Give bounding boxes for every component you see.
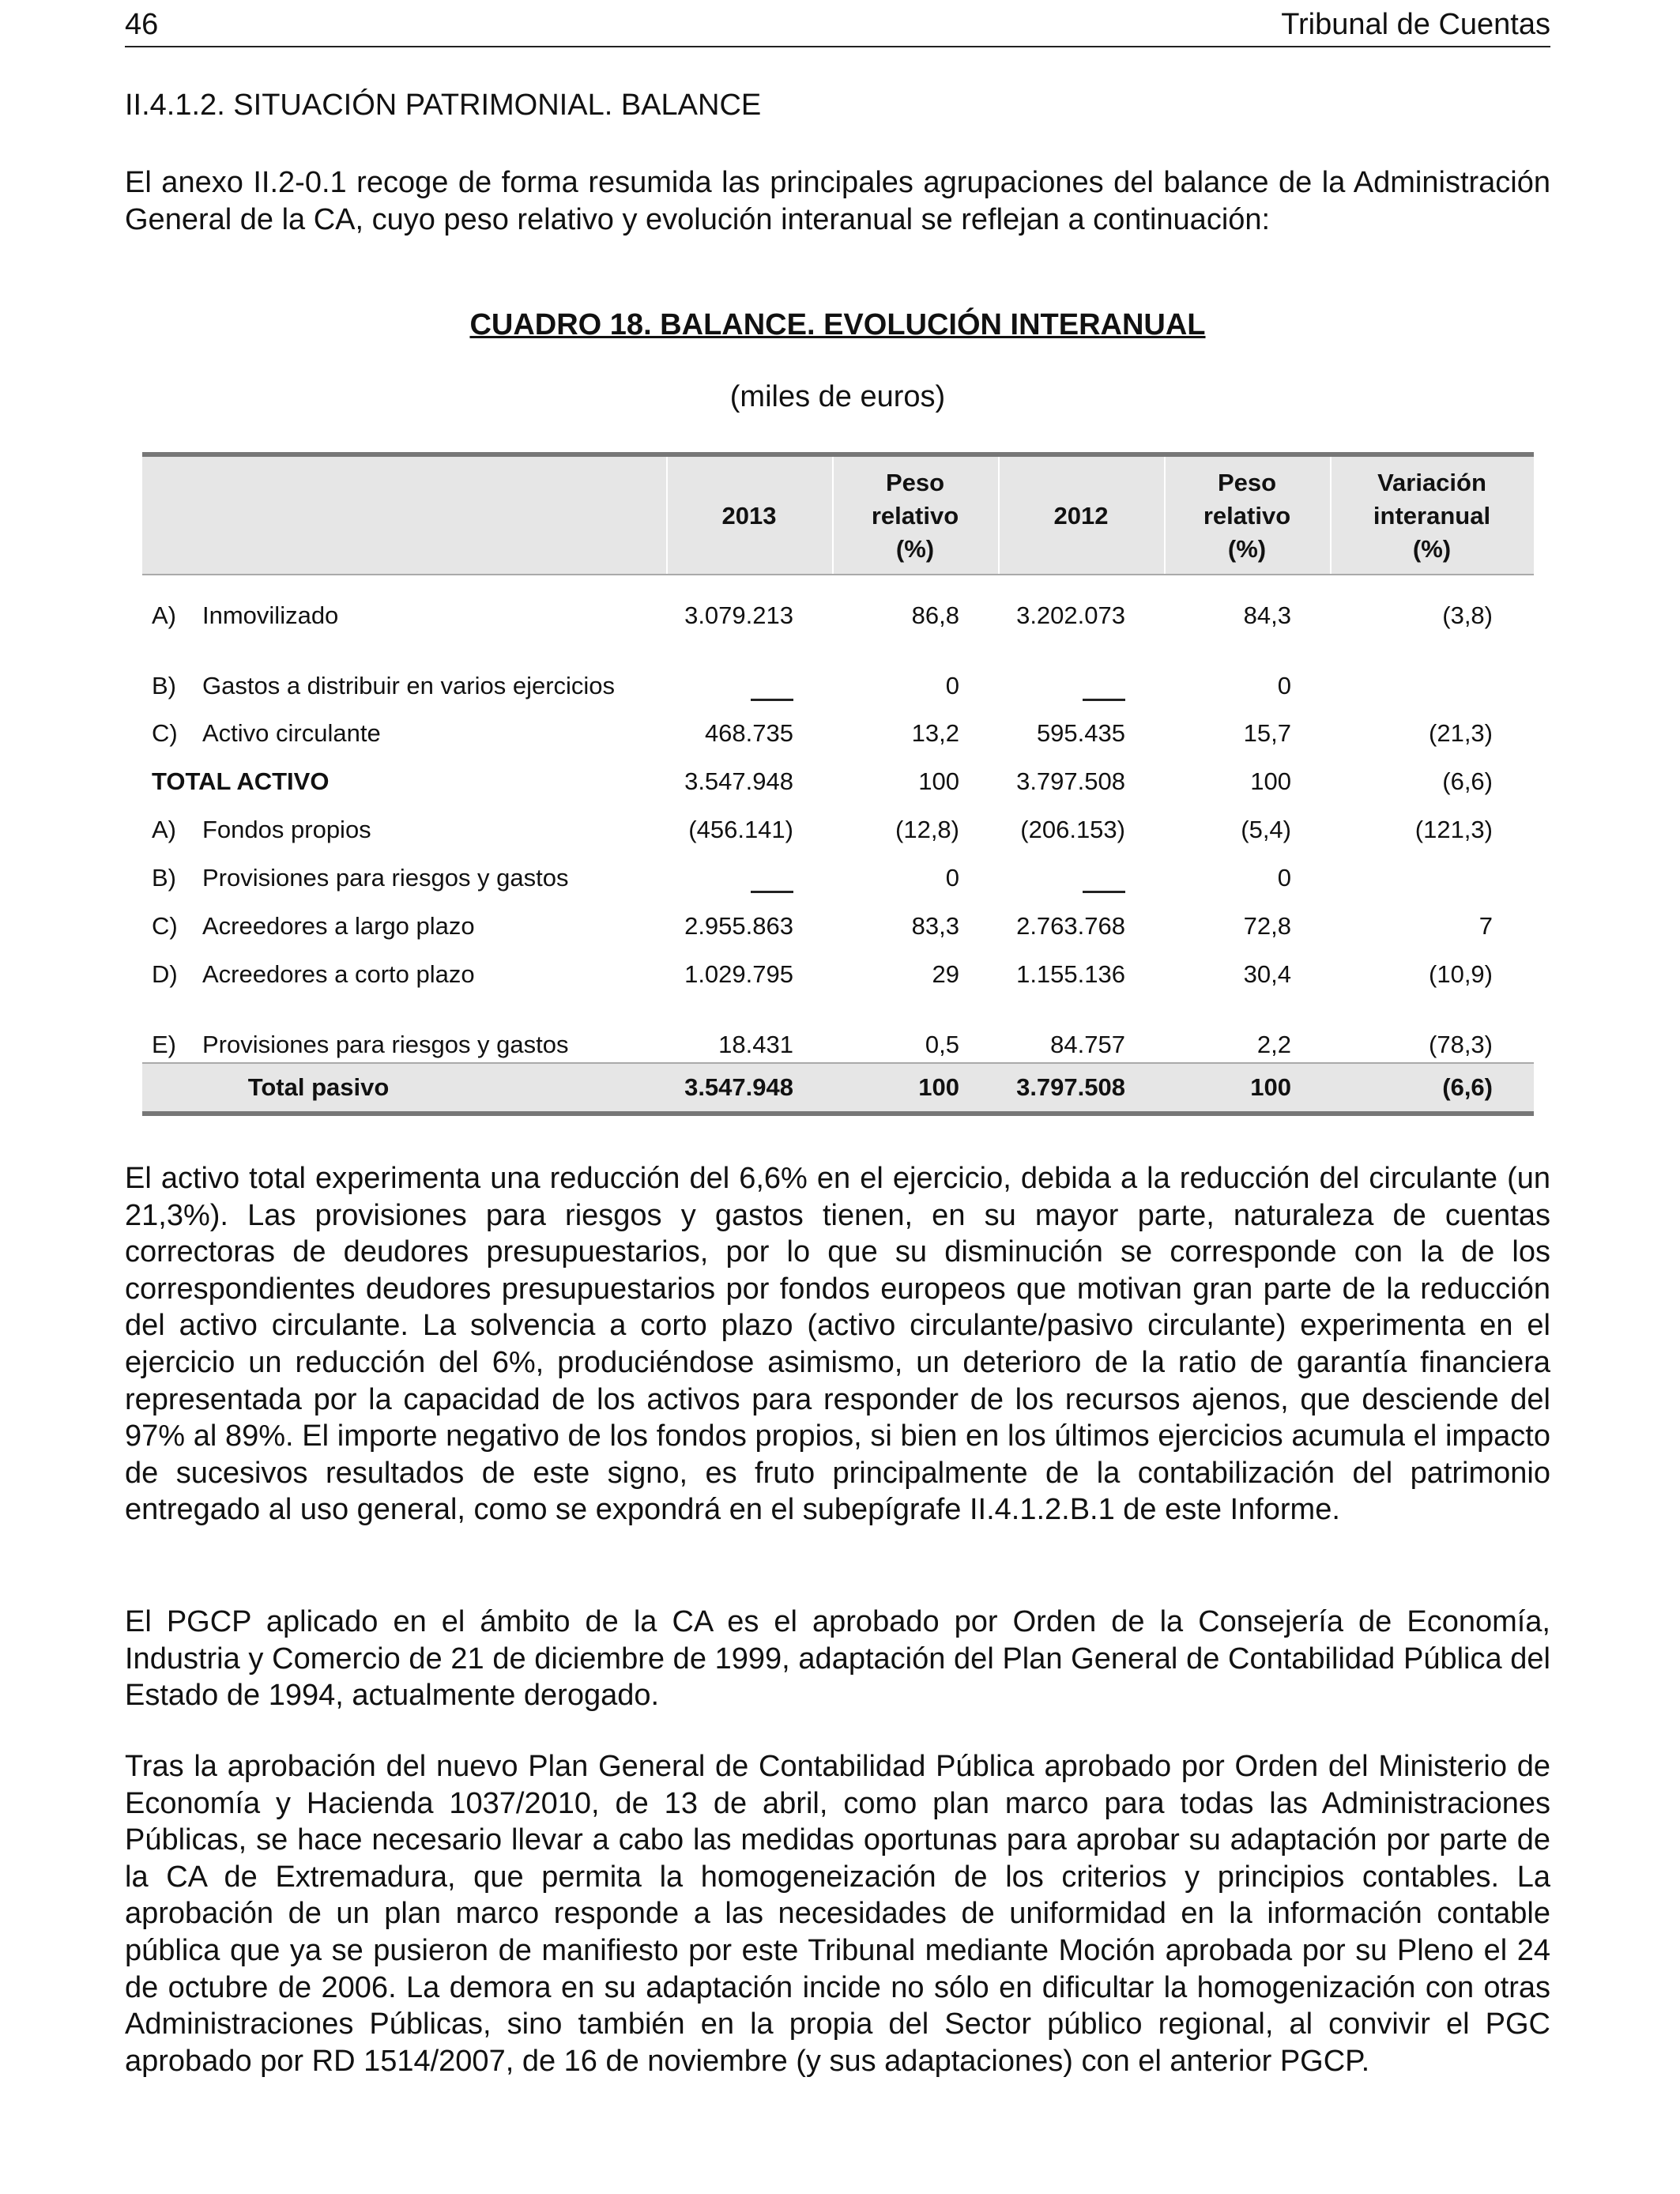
row-letter: C) <box>152 912 178 940</box>
peso-2012: 15,7 <box>1243 719 1291 747</box>
value-2013: 2.955.863 <box>684 912 793 940</box>
table-units: (miles de euros) <box>729 380 946 413</box>
value-2012: 84.757 <box>1050 1031 1125 1058</box>
value-2012-blank <box>1083 856 1125 900</box>
peso-2013: (12,8) <box>895 816 959 843</box>
table-row <box>142 904 1534 948</box>
peso-2013: 83,3 <box>911 912 959 940</box>
variacion: (10,9) <box>1429 960 1493 988</box>
value-2012: 2.763.768 <box>1016 912 1125 940</box>
row-label: Acreedores a corto plazo <box>202 960 475 988</box>
row-label: Provisiones para riesgos y gastos <box>202 864 569 892</box>
row-letter: C) <box>152 719 178 747</box>
variacion: 7 <box>1478 912 1493 940</box>
variacion: (3,8) <box>1442 601 1493 629</box>
row-letter: A) <box>152 601 176 629</box>
variacion: (121,3) <box>1414 816 1493 843</box>
row-letter: B) <box>152 672 176 699</box>
row-label: Fondos propios <box>202 816 371 843</box>
variacion: (78,3) <box>1429 1031 1493 1058</box>
body-paragraph-1: El activo total experimenta una reducción del 6,6% en el ejercicio, debida a la reducción del circulante (un 21,3%). Las provisiones para riesgos y gastos tienen, en su mayor parte, naturaleza de cuentas correctoras de deudores presupuestarios, por lo que su disminución se corresponde con la de los correspondientes deudores presupuestarios por fondos europeos que motivan gran parte de la reducción del activo circulante. La solvencia a corto plazo (activo circulante/pasivo circulante) experimenta en el ejercicio un reducción del 6%, produciéndose asimismo, un deterioro de la ratio de garantía financiera representada por la capacidad de los activos para responder de los recursos ajenos, que desciende del 97% al 89%. El importe negativo de los fondos propios, si bien en los últimos ejercicios acumula el impacto de sucesivos resultados de este signo, es fruto principalmente de la contabilización del patrimonio entregado al uso general, como se expondrá en el subepígrafe II.4.1.2.B.1 de este Informe. <box>125 1162 1550 1527</box>
row-letter: E) <box>152 1031 176 1058</box>
table-row <box>142 594 1534 638</box>
body-paragraph-2: El PGCP aplicado en el ámbito de la CA es el aprobado por Orden de la Consejería de Economía, Industria y Comercio de 21 de diciembre de 1999, adaptación del Plan General de Contabilidad Pública del Estado de 1994, actualmente derogado. <box>125 1605 1550 1713</box>
total-peso-2012: 100 <box>1250 1073 1291 1101</box>
section-title: II.4.1.2. SITUACIÓN PATRIMONIAL. BALANCE <box>125 89 762 122</box>
peso-2012: (5,4) <box>1241 816 1291 843</box>
table-row <box>142 711 1534 756</box>
value-2012: (206.153) <box>1020 816 1125 843</box>
peso-2012: 2,2 <box>1256 1031 1291 1058</box>
row-label: TOTAL ACTIVO <box>152 767 330 795</box>
variacion: (21,3) <box>1429 719 1493 747</box>
value-2013: 468.735 <box>704 719 793 747</box>
header-2012: 2012 <box>1053 502 1109 530</box>
table-row <box>142 856 1534 900</box>
table-header <box>142 452 1534 575</box>
value-2012: 1.155.136 <box>1016 960 1125 988</box>
value-2013-blank <box>751 856 793 900</box>
row-letter: D) <box>152 960 178 988</box>
peso-2013: 0 <box>945 864 959 892</box>
value-2012-blank <box>1083 664 1125 708</box>
header-title: Tribunal de Cuentas <box>1281 8 1550 41</box>
row-letter: B) <box>152 864 176 892</box>
header-2013: 2013 <box>721 502 777 530</box>
page-header <box>125 8 1550 47</box>
peso-2012: 0 <box>1277 672 1291 699</box>
page-number: 46 <box>125 8 159 41</box>
row-letter: A) <box>152 816 176 843</box>
peso-2013: 29 <box>932 960 959 988</box>
peso-2012: 0 <box>1277 864 1291 892</box>
peso-2013: 0,5 <box>925 1031 959 1058</box>
table-row <box>142 664 1534 708</box>
total-peso-2013: 100 <box>918 1073 959 1101</box>
table-title: CUADRO 18. BALANCE. EVOLUCIÓN INTERANUAL <box>469 308 1206 341</box>
peso-2012: 72,8 <box>1243 912 1291 940</box>
row-label: Inmovilizado <box>202 601 339 629</box>
table-row <box>142 952 1534 997</box>
value-2013: (456.141) <box>688 816 793 843</box>
value-2013: 18.431 <box>718 1031 793 1058</box>
header-variacion: Variación interanual (%) <box>1373 469 1491 563</box>
table-row <box>142 1023 1534 1067</box>
value-2013: 3.547.948 <box>684 767 793 795</box>
value-2013: 1.029.795 <box>684 960 793 988</box>
row-label: Provisiones para riesgos y gastos <box>202 1031 569 1058</box>
total-2012: 3.797.508 <box>1016 1073 1125 1101</box>
table-row <box>142 760 1534 804</box>
row-label: Activo circulante <box>202 719 381 747</box>
peso-2012: 30,4 <box>1243 960 1291 988</box>
total-2013: 3.547.948 <box>684 1073 793 1101</box>
body-paragraph-3: Tras la aprobación del nuevo Plan General de Contabilidad Pública aprobado por Orden del Ministerio de Economía y Hacienda 1037/2010, de 13 de abril, como plan marco para todas las Administraciones Públicas, se hace necesario llevar a cabo las medidas oportunas para aprobar su adaptación por parte de la CA de Extremadura, que permita la homogeneización de los criterios y principios contables. La aprobación de un plan marco responde a las necesidades de uniformidad en la información contable pública que ya se pusieron de manifiesto por este Tribunal mediante Moción aprobada por su Pleno el 24 de octubre de 2006. La demora en su adaptación incide no sólo en dificultar la homogenización con otras Administraciones Públicas, sino también en la propia del Sector público regional, al convivir el PGC aprobado por RD 1514/2007, de 16 de noviembre (y sus adaptaciones) con el anterior PGCP. <box>125 1750 1550 2078</box>
value-2012: 3.797.508 <box>1016 767 1125 795</box>
table-row <box>142 808 1534 852</box>
value-2013: 3.079.213 <box>684 601 793 629</box>
peso-2013: 13,2 <box>911 719 959 747</box>
intro-paragraph: El anexo II.2-0.1 recoge de forma resumida las principales agrupaciones del balance de la Administración General de la CA, cuyo peso relativo y evolución interanual se reflejan a continuación: <box>125 166 1550 236</box>
value-2012: 3.202.073 <box>1016 601 1125 629</box>
value-2013-blank <box>751 664 793 708</box>
peso-2012: 100 <box>1250 767 1291 795</box>
total-pasivo-row <box>142 1062 1534 1116</box>
variacion: (6,6) <box>1442 767 1493 795</box>
peso-2013: 0 <box>945 672 959 699</box>
peso-2013: 86,8 <box>911 601 959 629</box>
value-2012: 595.435 <box>1036 719 1125 747</box>
row-label: Acreedores a largo plazo <box>202 912 475 940</box>
header-peso-2013: Peso relativo (%) <box>871 469 959 563</box>
peso-2013: 100 <box>918 767 959 795</box>
total-label: Total pasivo <box>247 1073 390 1101</box>
balance-table <box>142 452 1534 1101</box>
peso-2012: 84,3 <box>1243 601 1291 629</box>
header-peso-2012: Peso relativo (%) <box>1203 469 1291 563</box>
total-variacion: (6,6) <box>1442 1073 1493 1101</box>
row-label: Gastos a distribuir en varios ejercicios <box>202 672 616 699</box>
